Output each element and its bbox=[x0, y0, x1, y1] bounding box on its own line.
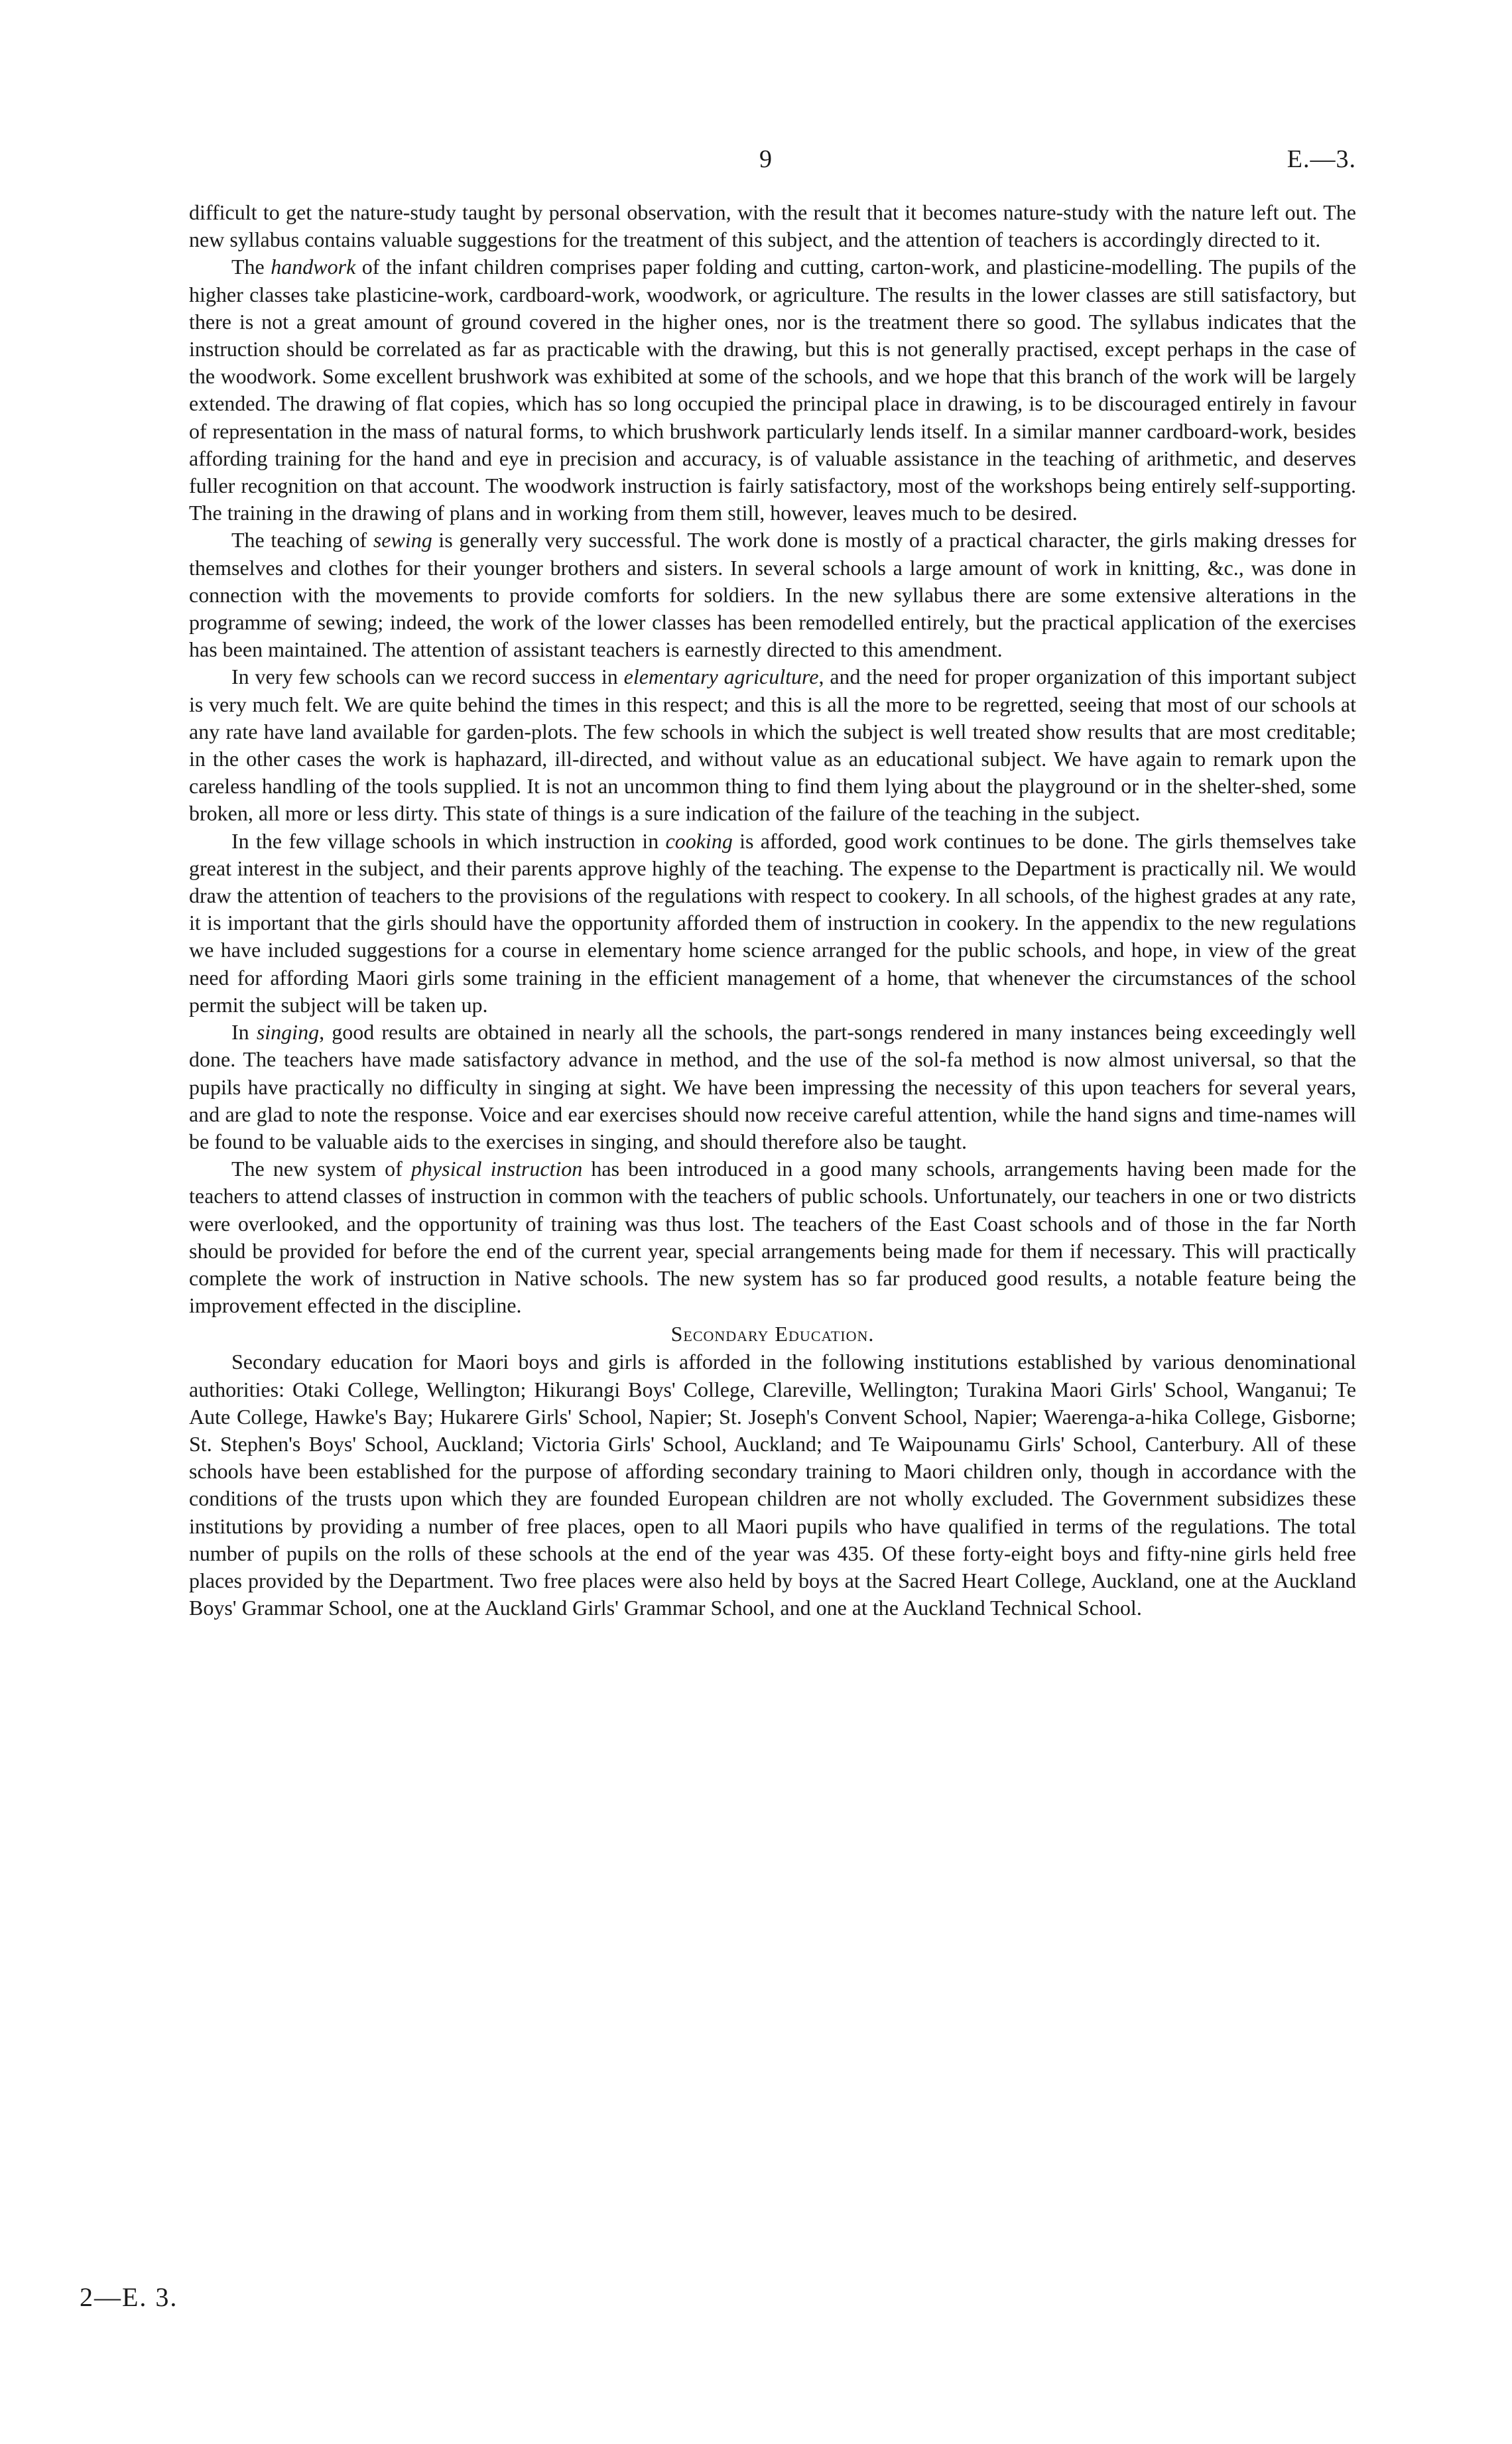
paragraph-text: The new system of bbox=[231, 1157, 411, 1181]
paragraph-text: The bbox=[231, 255, 271, 279]
paragraph-sewing bbox=[189, 527, 1356, 663]
paragraph-singing bbox=[189, 1019, 1356, 1155]
paragraph-text: is generally very successful. The work done is mostly of a practical character, the girls making dresses for themselves and clothes for their younger brothers and sisters. In several schools a large amount of work in knitting, &c., was done in connection with the movements to provide comforts for soldiers. In the new syllabus there are some extensive alterations in the programme of sewing; indeed, the work of the lower classes has been remodelled entirely, but the practical application of the exercises has been maintained. The attention of assistant teachers is earnestly directed to this amendment. bbox=[189, 528, 1357, 662]
paragraph-text: In very few schools can we record success in bbox=[231, 665, 624, 689]
subject-term: singing bbox=[256, 1020, 320, 1045]
subject-term: physical instruction bbox=[410, 1157, 583, 1181]
subject-term: cooking bbox=[665, 828, 733, 853]
paragraph-secondary-education: Secondary education for Maori boys and girls is afforded in the following institutions established by various denominational authorities: Otaki College, Wellington; Hikurangi Boys' College, Clareville, Wellington; Turakina Maori Girls' School, Wanganui; Te Aute College, Hawke's Bay; Hukarere Girls' School, Napier; St. Joseph's Convent School, Napier; Waerenga-a-hika College, Gisborne; St. Stephen's Boys' School, Auckland; Victoria Girls' School, Auckland; and Te Waipounamu Girls' School, Canterbury. All of these schools have been established for the purpose of affording secondary training to Maori children only, though in accordance with the conditions of the trusts upon which they are founded European children are not wholly excluded. The Government subsidizes these institutions by providing a number of free places, open to all Maori pupils who have qualified in terms of the regulations. The total number of pupils on the rolls of these schools at the end of the year was 435. Of these forty-eight boys and fifty-nine girls held free places provided by the Department. Two free places were also held by boys at the Sacred Heart College, Auckland, one at the Auckland Boys' Grammar School, one at the Auckland Girls' Grammar School, and one at the Auckland Technical School. bbox=[189, 1350, 1356, 1620]
paragraph-text: In the few village schools in which instruction in bbox=[231, 828, 666, 853]
paragraph-text: is afforded, good work continues to be done. The girls themselves take great interest in the subject, and their parents approve highly of the teaching. The expense to the Department is practically nil. We would draw the attention of teachers to the provisions of the regulations with respect to cookery. In all schools, of the highest grades at any rate, it is important that the girls should have the opportunity afforded them of instruction in cookery. In the appendix to the new regulations we have included suggestions for a course in elementary home science arranged for the public schools, and hope, in view of the great need for affording Maori girls some training in the efficient management of a home, that whenever the circumstances of the school permit the subject will be taken up. bbox=[189, 828, 1357, 1017]
subject-term: handwork bbox=[271, 255, 356, 279]
paragraph-text: The teaching of bbox=[231, 528, 373, 552]
paragraph-text: In bbox=[231, 1020, 257, 1045]
paragraph-handwork bbox=[189, 253, 1356, 527]
subject-term: elementary agriculture bbox=[623, 665, 819, 689]
paragraph-cooking bbox=[189, 828, 1356, 1019]
subject-term: sewing bbox=[373, 528, 432, 552]
document-reference: E.—3. bbox=[1287, 145, 1356, 173]
paragraph-text: of the infant children comprises paper folding and cutting, carton-work, and plasticine-modelling. The pupils of the higher classes take plasticine-work, cardboard-work, woodwork, or agriculture. The results in the lower classes are still satisfactory, but there is not a great amount of ground covered in the higher ones, nor is the treatment there so good. The syllabus indicates that the instruction should be correlated as far as practicable with the drawing, but this is not generally practised, except perhaps in the case of the woodwork. Some excellent brushwork was exhibited at some of the schools, and we hope that this branch of the work will be largely extended. The drawing of flat copies, which has so long occupied the principal place in drawing, is to be discouraged entirely in favour of representation in the mass of natural forms, to which brushwork particularly lends itself. In a similar manner cardboard-work, besides affording training for the hand and eye in precision and accuracy, is of valuable assistance in the teaching of arithmetic, and deserves fuller recognition on that account. The woodwork instruction is fairly satisfactory, most of the workshops being entirely self-supporting. The training in the drawing of plans and in working from them still, however, leaves much to be desired. bbox=[189, 255, 1357, 525]
paragraph-physical-instruction bbox=[189, 1155, 1356, 1319]
paragraph-text: , and the need for proper organization of this important subject is very much felt. We are quite behind the times in this respect; and this is all the more to be regretted, seeing that most of our schools at any rate have land available for garden-plots. The few schools in which the subject is well treated show results that are most creditable; in the other cases the work is haphazard, ill-directed, and without value as an educational subject. We have again to remark upon the careless handling of the tools supplied. It is not an uncommon thing to find them lying about the playground or in the shelter-shed, some broken, all more or less dirty. This state of things is a sure indication of the failure of the teaching in the subject. bbox=[189, 665, 1357, 826]
signature-mark: 2—E. 3. bbox=[80, 2282, 178, 2312]
section-heading: Secondary Education. bbox=[670, 1322, 875, 1346]
paragraph-text: , good results are obtained in nearly all the schools, the part-songs rendered in many instances being exceedingly well done. The teachers have made satisfactory advance in method, and the use of the sol-fa method is now almost universal, so that the pupils have practically no difficulty in singing at sight. We have been impressing the necessity of this upon teachers for several years, and are glad to note the response. Voice and ear exercises should now receive careful attention, while the hand signs and time-names will be found to be valuable aids to the exercises in singing, and should therefore also be taught. bbox=[189, 1020, 1357, 1153]
page-header bbox=[189, 146, 1356, 186]
paragraph-nature-study: difficult to get the nature-study taught by personal observation, with the result that it becomes nature-study with the nature left out. The new syllabus contains valuable suggestions for the treatment of this subject, and the attention of teachers is accordingly directed to it. bbox=[189, 200, 1356, 252]
paragraph-agriculture bbox=[189, 663, 1356, 827]
page-number: 9 bbox=[759, 145, 772, 173]
paragraph-text: has been introduced in a good many schools, arrangements having been made for the teachers to attend classes of instruction in common with the teachers of public schools. Unfortunately, our teachers in one or two districts were overlooked, and the opportunity of training was thus lost. The teachers of the East Coast schools and of those in the far North should be provided for before the end of the current year, special arrangements being made for them if necessary. This will practically complete the work of instruction in Native schools. The new system has so far produced good results, a notable feature being the improvement effected in the discipline. bbox=[189, 1157, 1357, 1318]
page-body bbox=[189, 199, 1356, 1622]
